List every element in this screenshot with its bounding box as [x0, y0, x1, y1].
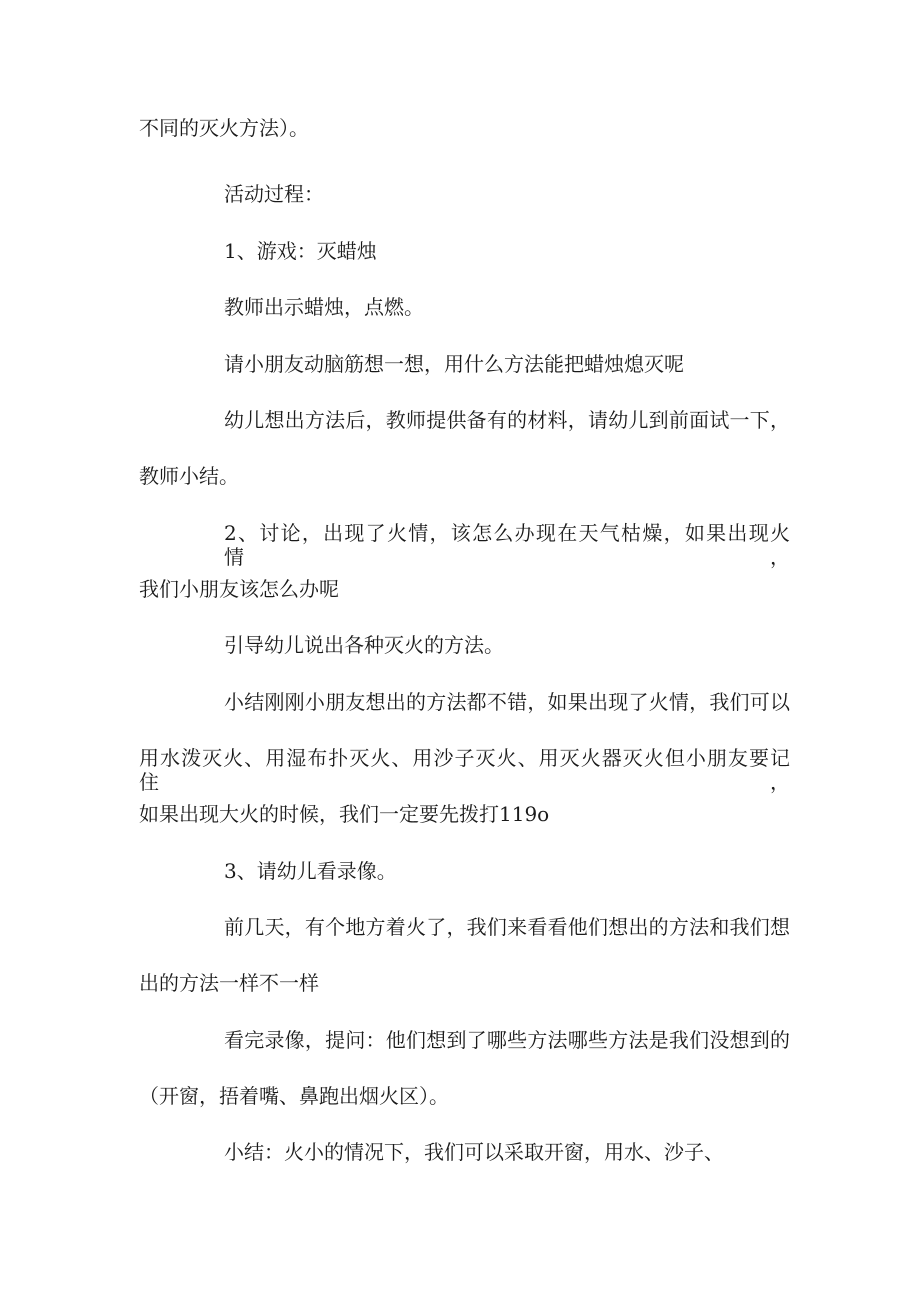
step-heading-3: 3、请幼儿看录像。	[224, 859, 397, 883]
step-heading-1: 1、游戏：灭蜡烛	[224, 239, 377, 263]
text-line-10: 引导幼儿说出各种灭火的方法。	[224, 633, 504, 657]
section-heading-activity-process: 活动过程：	[224, 182, 324, 206]
text-line-1: 不同的灭火方法）。	[139, 116, 309, 140]
text-line-4: 教师出示蜡烛，点燃。	[224, 295, 424, 319]
step-heading-2: 2、讨论，出现了火情，该怎么办现在天气枯燥，如果出现火情，	[224, 521, 790, 569]
text-line-9: 我们小朋友该怎么办呢	[139, 577, 339, 601]
text-line-15: 前几天，有个地方着火了，我们来看看他们想出的方法和我们想	[224, 915, 790, 939]
text-line-18: （开窗，捂着嘴、鼻跑出烟火区）。	[139, 1084, 449, 1108]
text-line-13: 如果出现大火的时候，我们一定要先拨打119o	[139, 802, 550, 826]
text-line-6: 幼儿想出方法后，教师提供备有的材料，请幼儿到前面试一下，	[224, 408, 790, 432]
text-line-5: 请小朋友动脑筋想一想，用什么方法能把蜡烛熄灭呢	[224, 352, 684, 376]
text-line-12: 用水泼灭火、用湿布扑灭火、用沙子灭火、用灭火器灭火但小朋友要记住，	[139, 746, 790, 794]
text-line-16: 出的方法一样不一样	[139, 971, 319, 995]
text-line-17: 看完录像，提问：他们想到了哪些方法哪些方法是我们没想到的	[224, 1028, 790, 1052]
text-line-19: 小结：火小的情况下，我们可以采取开窗，用水、沙子、	[224, 1140, 724, 1164]
text-line-11: 小结刚刚小朋友想出的方法都不错，如果出现了火情，我们可以	[224, 690, 790, 714]
text-line-7: 教师小结。	[139, 464, 239, 488]
